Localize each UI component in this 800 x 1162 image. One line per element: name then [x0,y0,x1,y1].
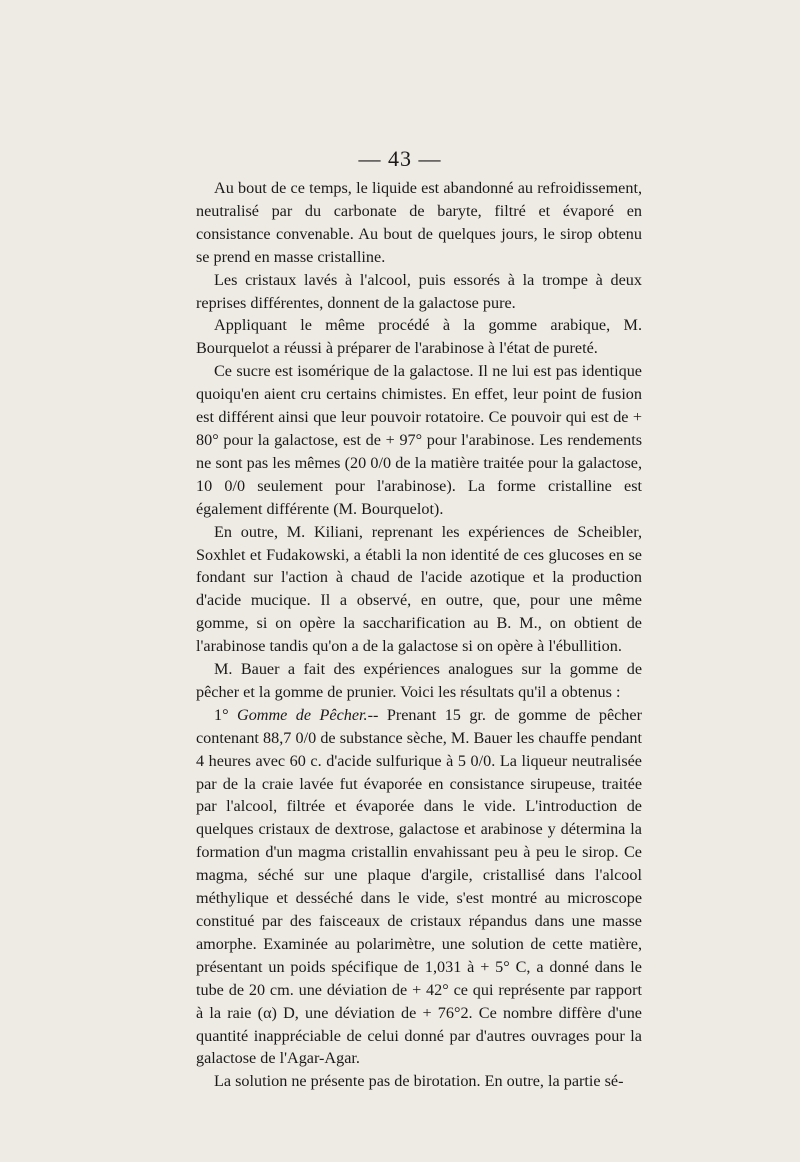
paragraph-6: M. Bauer a fait des expériences analogues sur la gomme de pêcher et la gomme de prunier. Voici les résultats qu'il a obtenus : [196,660,642,701]
page-number: — 43 — [358,146,442,171]
paragraph-5: En outre, M. Kiliani, reprenant les expériences de Scheibler, Soxhlet et Fudakowski, a établi la non identité de ces glucoses en se fondant sur l'action à chaud de l'acide azotique et la production d'acide mucique. Il a observé, en outre, que, pour une même gomme, si on opère la saccharification au B. M., on obtient de l'arabinose tandis qu'on a de la galactose si on opère à l'ébullition. [196,522,642,656]
paragraph-7-lead: 1° [214,705,238,724]
paragraph-4: Ce sucre est isomérique de la galactose. Il ne lui est pas identique quoiqu'en aient cru certains chimistes. En effet, leur point de fusion est différent ainsi que leur pouvoir rotatoire. Ce pouvoir qui est de + 80° pour la galactose, est de + 97° pour l'arabinose. Les rendements ne sont pas les mêmes (20 0/0 de la matière traitée pour la galactose, 10 0/0 seulement pour l'arabinose). La forme cristalline est également différente (M. Bourquelot). [196,362,642,518]
section-heading-gomme-de-pecher: Gomme de Pêcher. [237,705,368,724]
paragraph-1: Au bout de ce temps, le liquide est abandonné au refroidissement, neutralisé par du carbonate de baryte, filtré et évaporé en consistance convenable. Au bout de quelques jours, le sirop obtenu se prend en masse cristalline. [196,179,642,266]
paragraph-8: La solution ne présente pas de birotation. En outre, la partie sé- [214,1072,624,1091]
paragraph-7 [196,704,642,1071]
paragraph-7-body: -- Prenant 15 gr. de gomme de pêcher contenant 88,7 0/0 de substance sèche, M. Bauer les chauffe pendant 4 heures avec 60 c. d'acide sulfurique à 5 0/0. La liqueur neutralisée par de la craie lavée fut évaporée en consistance sirupeuse, traitée par l'alcool, filtrée et évaporée dans le vide. L'introduction de quelques cristaux de dextrose, galactose et arabinose y détermina la formation d'un magma cristallin envahissant peu à peu le sirop. Ce magma, séché sur une plaque d'argile, cristallisé dans l'alcool méthylique et desséché dans le vide, s'est montré au microscope constitué par des faisceaux de cristaux répandus dans une masse amorphe. Examinée au polarimètre, une solution de cette matière, présentant un poids spécifique de 1,031 à + 5° C, a donné dans le tube de 20 cm. une déviation de + 42° ce qui représente par rapport à la raie (α) D, une déviation de + 76°2. Ce nombre diffère d'une quantité inappréciable de celui donné par d'autres ouvrages pour la galactose de l'Agar-Agar. [196,705,642,1068]
body-text [196,177,642,1093]
paragraph-2: Les cristaux lavés à l'alcool, puis essorés à la trompe à deux reprises différentes, donnent de la galactose pure. [196,270,642,312]
paragraph-3: Appliquant le même procédé à la gomme arabique, M. Bourquelot a réussi à préparer de l'arabinose à l'état de pureté. [196,316,642,358]
